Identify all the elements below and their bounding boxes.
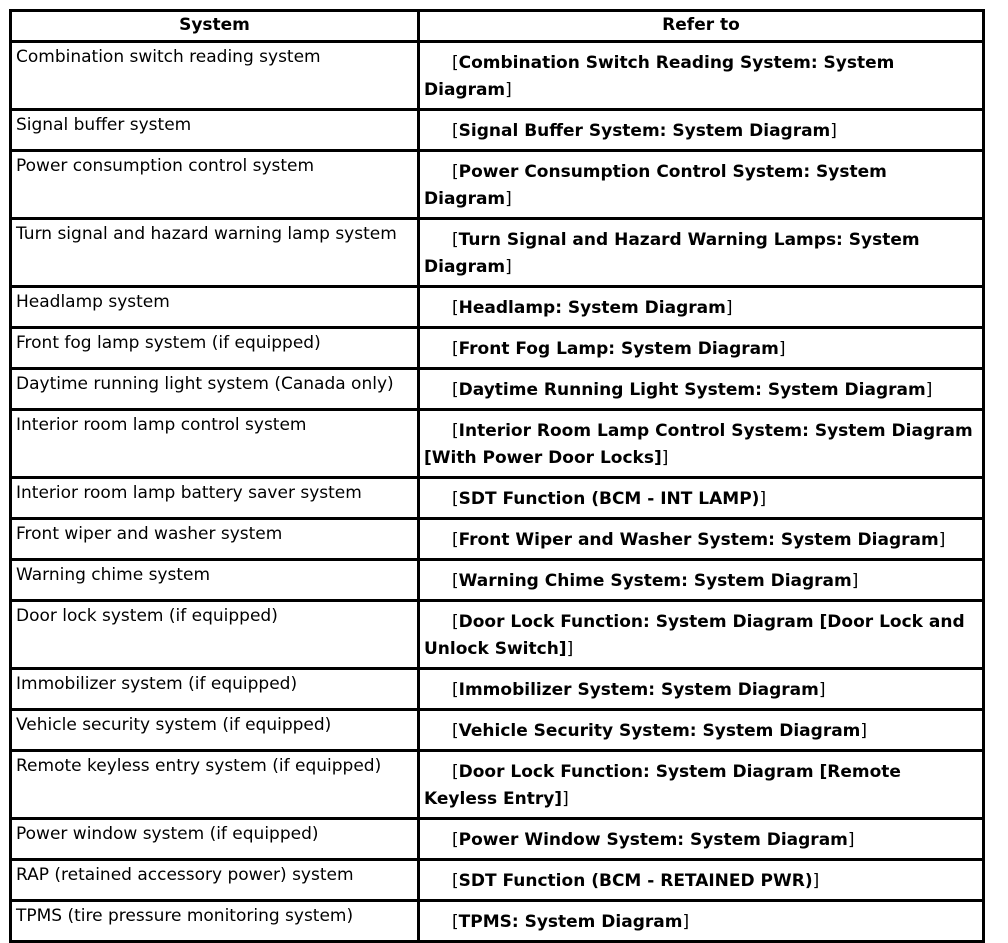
close-bracket: ] [938, 530, 946, 550]
table-row [11, 110, 984, 151]
open-bracket: [ [452, 230, 459, 250]
open-bracket: [ [452, 680, 459, 700]
open-bracket: [ [452, 721, 459, 741]
open-bracket: [ [452, 421, 459, 441]
system-name-cell: Door lock system (if equipped) [11, 601, 419, 669]
close-bracket: ] [759, 489, 767, 509]
reference-link[interactable]: Headlamp: System Diagram [458, 298, 726, 318]
reference-link[interactable]: Signal Buffer System: System Diagram [458, 121, 831, 141]
refer-to-cell [419, 478, 984, 519]
close-bracket: ] [505, 80, 512, 100]
system-name-cell: Headlamp system [11, 287, 419, 328]
open-bracket: [ [452, 121, 459, 141]
open-bracket: [ [452, 298, 459, 318]
system-name-cell: Vehicle security system (if equipped) [11, 710, 419, 751]
refer-to-cell [419, 560, 984, 601]
table-row [11, 710, 984, 751]
close-bracket: ] [925, 380, 933, 400]
system-name-cell: TPMS (tire pressure monitoring system) [11, 901, 419, 942]
refer-to-cell [419, 860, 984, 901]
system-name-cell: Remote keyless entry system (if equipped) [11, 751, 419, 819]
open-bracket: [ [452, 339, 459, 359]
close-bracket: ] [505, 257, 512, 277]
open-bracket: [ [452, 612, 459, 632]
system-name-cell: Signal buffer system [11, 110, 419, 151]
system-name-cell: Turn signal and hazard warning lamp system [11, 219, 419, 287]
reference-link[interactable]: Interior Room Lamp Control System: System Diagram [With Power Door Locks] [424, 421, 973, 468]
close-bracket: ] [851, 571, 859, 591]
reference-link[interactable]: Power Window System: System Diagram [458, 830, 848, 850]
open-bracket: [ [452, 380, 459, 400]
reference-link[interactable]: SDT Function (BCM - RETAINED PWR) [458, 871, 813, 891]
table-row [11, 42, 984, 110]
column-header-system: System [11, 11, 419, 42]
reference-link[interactable]: Power Consumption Control System: System Diagram [424, 162, 887, 209]
system-name-cell: Interior room lamp control system [11, 410, 419, 478]
open-bracket: [ [452, 530, 459, 550]
close-bracket: ] [505, 189, 512, 209]
table-row [11, 751, 984, 819]
refer-to-cell [419, 751, 984, 819]
table-body [11, 42, 984, 942]
column-header-refer-to: Refer to [419, 11, 984, 42]
system-name-cell: Daytime running light system (Canada only) [11, 369, 419, 410]
reference-link[interactable]: Front Fog Lamp: System Diagram [458, 339, 779, 359]
close-bracket: ] [830, 121, 837, 141]
system-name-cell: Front wiper and washer system [11, 519, 419, 560]
table-row [11, 901, 984, 942]
system-name-cell: Interior room lamp battery saver system [11, 478, 419, 519]
reference-link[interactable]: Combination Switch Reading System: System Diagram [424, 53, 895, 100]
table-row [11, 860, 984, 901]
system-name-cell: Power consumption control system [11, 151, 419, 219]
close-bracket: ] [847, 830, 855, 850]
refer-to-cell [419, 901, 984, 942]
table-row [11, 369, 984, 410]
close-bracket: ] [661, 448, 669, 468]
close-bracket: ] [778, 339, 786, 359]
close-bracket: ] [860, 721, 868, 741]
system-name-cell: Immobilizer system (if equipped) [11, 669, 419, 710]
table-row [11, 519, 984, 560]
open-bracket: [ [452, 871, 459, 891]
refer-to-cell [419, 819, 984, 860]
system-name-cell: Front fog lamp system (if equipped) [11, 328, 419, 369]
refer-to-cell [419, 328, 984, 369]
refer-to-cell [419, 369, 984, 410]
table-row [11, 560, 984, 601]
close-bracket: ] [812, 871, 820, 891]
close-bracket: ] [725, 298, 733, 318]
reference-link[interactable]: TPMS: System Diagram [458, 912, 683, 932]
reference-link[interactable]: Immobilizer System: System Diagram [458, 680, 819, 700]
system-name-cell: RAP (retained accessory power) system [11, 860, 419, 901]
reference-link[interactable]: Turn Signal and Hazard Warning Lamps: System Diagram [424, 230, 920, 277]
reference-link[interactable]: Warning Chime System: System Diagram [458, 571, 852, 591]
table-row [11, 410, 984, 478]
close-bracket: ] [682, 912, 690, 932]
open-bracket: [ [452, 571, 459, 591]
refer-to-cell [419, 219, 984, 287]
system-name-cell: Warning chime system [11, 560, 419, 601]
table-row [11, 601, 984, 669]
reference-link[interactable]: Door Lock Function: System Diagram [Remote Keyless Entry] [424, 762, 901, 809]
table-row [11, 219, 984, 287]
refer-to-cell [419, 287, 984, 328]
reference-link[interactable]: Front Wiper and Washer System: System Diagram [458, 530, 939, 550]
refer-to-cell [419, 410, 984, 478]
open-bracket: [ [452, 489, 459, 509]
refer-to-cell [419, 710, 984, 751]
table-row [11, 819, 984, 860]
reference-link[interactable]: Door Lock Function: System Diagram [Door Lock and Unlock Switch] [424, 612, 965, 659]
close-bracket: ] [818, 680, 826, 700]
refer-to-cell [419, 42, 984, 110]
open-bracket: [ [452, 762, 459, 782]
reference-link[interactable]: Vehicle Security System: System Diagram [458, 721, 861, 741]
open-bracket: [ [452, 830, 459, 850]
close-bracket: ] [566, 639, 574, 659]
system-name-cell: Power window system (if equipped) [11, 819, 419, 860]
table-row [11, 669, 984, 710]
system-reference-table [9, 9, 985, 943]
open-bracket: [ [452, 162, 459, 182]
reference-link[interactable]: SDT Function (BCM - INT LAMP) [458, 489, 760, 509]
system-name-cell: Combination switch reading system [11, 42, 419, 110]
table-row [11, 151, 984, 219]
table-row [11, 287, 984, 328]
open-bracket: [ [452, 53, 459, 73]
refer-to-cell [419, 519, 984, 560]
table-row [11, 328, 984, 369]
table-header-row [11, 11, 984, 42]
reference-link[interactable]: Daytime Running Light System: System Diagram [458, 380, 926, 400]
refer-to-cell [419, 151, 984, 219]
refer-to-cell [419, 110, 984, 151]
close-bracket: ] [562, 789, 569, 809]
open-bracket: [ [452, 912, 459, 932]
refer-to-cell [419, 669, 984, 710]
table-row [11, 478, 984, 519]
refer-to-cell [419, 601, 984, 669]
